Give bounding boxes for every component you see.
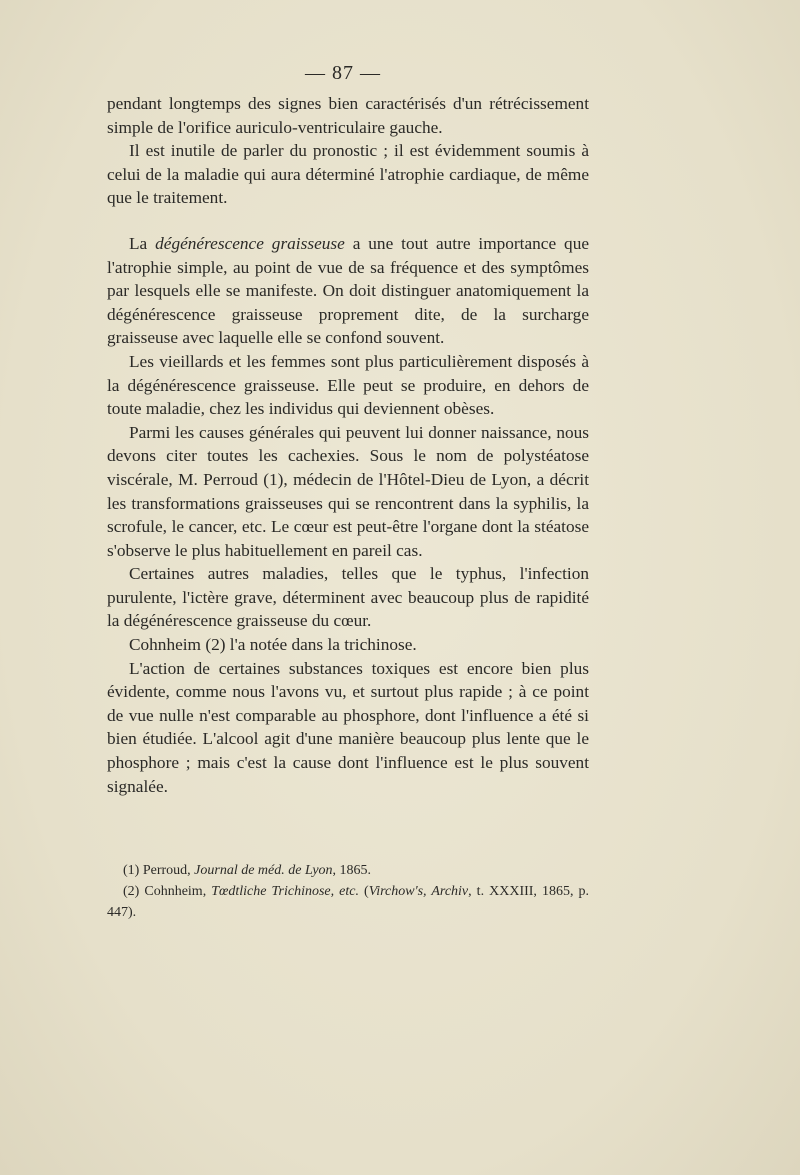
body-text (107, 92, 589, 798)
paragraph-2: Il est inutile de parler du pronostic ; il est évidemment soumis à celui de la maladie qui aura déterminé l'atrophie cardiaque, de même que le traitement. (107, 141, 589, 208)
paragraph-1: pendant longtemps des signes bien caractérisés d'un rétrécissement simple de l'orifice auriculo-ventriculaire gauche. (107, 94, 589, 137)
footnotes (107, 860, 589, 923)
page-number: — 87 — (305, 62, 381, 84)
paragraph-4: Les vieillards et les femmes sont plus particulièrement disposés à la dégénérescence graisseuse. Elle peut se produire, en dehors de toute maladie, chez les individus qui deviennent obèses. (107, 351, 589, 419)
paragraph-3 (107, 232, 589, 350)
footnote-2-rest: , t. XXXIII, 1865, p. 447). (107, 884, 590, 920)
footnote-2-lead: (2) Cohnheim, (123, 884, 212, 899)
paragraph-3-lead: La (129, 233, 156, 253)
footnote-2-emphasis: Tœdtliche Trichinose, etc. (211, 884, 359, 899)
paragraph-7: Cohnheim (2) l'a notée dans la trichinose. (129, 635, 417, 655)
paragraph-8: L'action de certaines substances toxiques est encore bien plus évidente, comme nous l'avons vu, et surtout plus rapide ; à ce point de vue nulle n'est comparable au phosphore, dont l'influence a été si bien étudiée. L'alcool agit d'une manière beaucoup plus lente que le phosphore ; mais c'est la cause dont l'influence est le plus souvent signalée. (107, 658, 589, 796)
footnote-1-rest: , 1865. (332, 863, 372, 878)
paragraph-5: Parmi les causes générales qui peuvent lui donner naissance, nous devons citer toutes les cachexies. Sous le nom de polystéatose viscérale, M. Perroud (1), médecin de l'Hôtel-Dieu de Lyon, a décrit les transformations graisseuses qui se rencontrent dans la syphilis, la scrofule, le cancer, etc. Le cœur est peut-être l'organe dont la stéatose s'observe le plus habituellement en pareil cas. (107, 422, 589, 560)
footnote-1-lead: (1) Perroud, (123, 863, 195, 878)
footnote-1-emphasis: Journal de méd. de Lyon (194, 863, 333, 878)
paragraph-6: Certaines autres maladies, telles que le typhus, l'infection purulente, l'ictère grave, déterminent avec beaucoup plus de rapidité la dégénérescence graisseuse du cœur. (107, 564, 589, 631)
paragraph-3-rest: a une tout autre importance que l'atrophie simple, au point de vue de sa fréquence et des symptômes par lesquels elle se manifeste. On doit distinguer anatomiquement la dégénérescence graisseuse proprement dite, de la surcharge graisseuse avec laquelle elle se confond souvent. (107, 233, 590, 348)
paragraph-3-emphasis: dégénérescence graisseuse (155, 233, 345, 253)
footnote-2 (107, 881, 589, 923)
footnote-1 (107, 860, 589, 881)
footnote-2-mid: ( (359, 884, 369, 899)
footnote-2-emphasis-2: Virchow's, Archiv (368, 884, 469, 899)
